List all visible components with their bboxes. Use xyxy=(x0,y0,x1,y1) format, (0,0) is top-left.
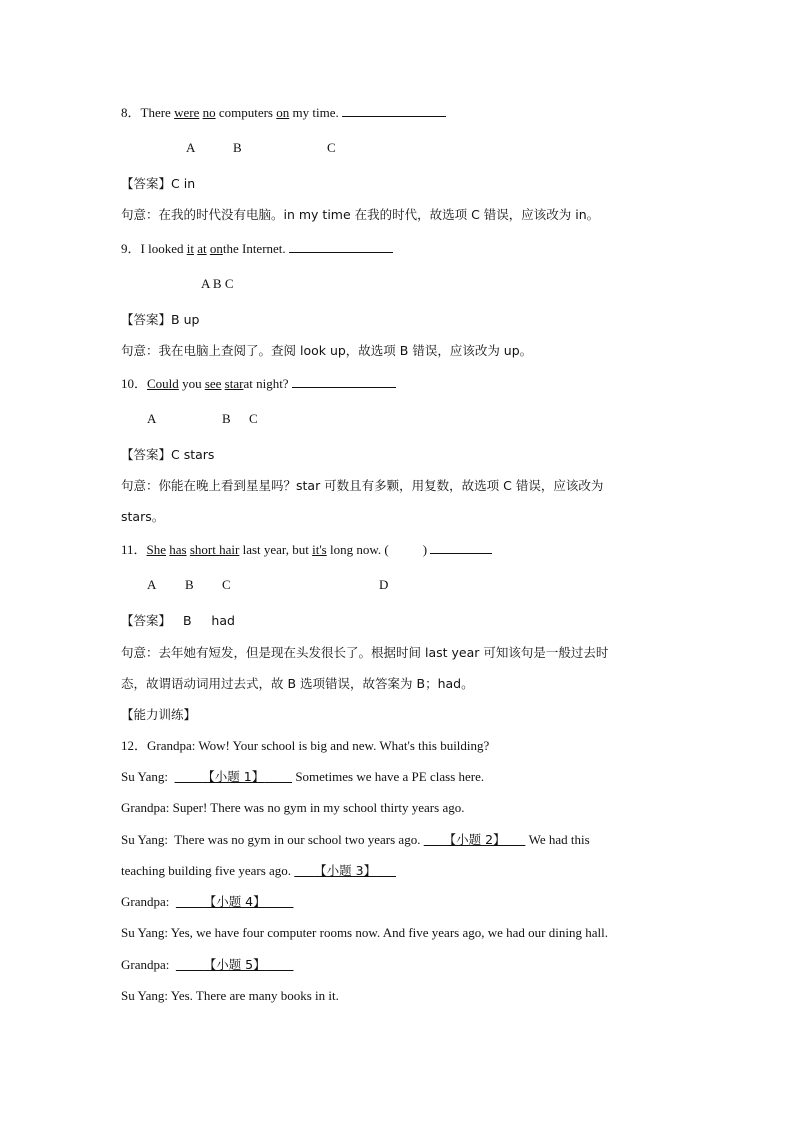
answer-blank[interactable] xyxy=(342,104,446,117)
option-labels: A B C xyxy=(201,276,234,291)
explanation: 句意：我在电脑上查阅了。查阅 look up，故选项 B 错误，应该改为 up。 xyxy=(121,343,533,358)
explanation: 句意：在我的时代没有电脑。in my time 在我的时代，故选项 C 错误，应该改为 in。 xyxy=(121,207,600,222)
sub-question-blank-5[interactable]: 【小题 5】 xyxy=(203,957,266,972)
option-label-a: A xyxy=(147,411,157,426)
option-label-c: C xyxy=(327,140,336,155)
answer-line: 【答案】C stars xyxy=(121,447,215,462)
question-9: 9．I looked it at onthe Internet. xyxy=(121,240,393,257)
option-b-word: see xyxy=(204,376,222,391)
sub-question-blank-3[interactable]: 【小题 3】 xyxy=(314,863,377,878)
answer-blank[interactable] xyxy=(430,541,492,554)
dialogue-line-4: Su Yang: There was no gym in our school two years ago. 【小题 2】 We had this xyxy=(121,832,590,847)
option-b-word: no xyxy=(202,105,216,120)
option-label-c: C xyxy=(249,411,258,426)
answer-blank[interactable] xyxy=(292,375,396,388)
answer-line: 【答案】B up xyxy=(121,312,200,327)
sub-question-blank-4[interactable]: 【小题 4】 xyxy=(203,894,266,909)
explanation: 句意：去年她有短发，但是现在头发很长了。根据时间 last year 可知该句是一般过去时 xyxy=(121,645,609,660)
option-c-word: star xyxy=(224,376,244,391)
question-12-line-1: 12．Grandpa: Wow! Your school is big and new. What's this building? xyxy=(121,738,490,753)
question-10: 10．Could you see starat night? xyxy=(121,375,396,392)
dialogue-line-6: Grandpa: 【小题 4】 xyxy=(121,894,293,910)
dialogue-line-8: Grandpa: 【小题 5】 xyxy=(121,957,293,973)
option-label-b: B xyxy=(233,140,242,155)
dialogue-line-9: Su Yang: Yes. There are many books in it. xyxy=(121,988,339,1003)
dialogue-line-5: teaching building five years ago. 【小题 3】 xyxy=(121,863,396,879)
explanation: 句意：你能在晚上看到星星吗？star 可数且有多颗，用复数，故选项 C 错误，应该改为 xyxy=(121,478,604,493)
option-a-word: Could xyxy=(147,376,179,391)
option-label-b: B xyxy=(222,411,231,426)
dialogue-line-2: Su Yang: 【小题 1】 Sometimes we have a PE class here. xyxy=(121,769,485,784)
section-heading: 【能力训练】 xyxy=(121,707,197,722)
answer-line: 【答案】C in xyxy=(121,176,196,191)
option-a-word: She xyxy=(146,542,167,557)
explanation-continued: stars。 xyxy=(121,509,165,524)
question-8: 8．There were no computers on my time. xyxy=(121,104,446,121)
explanation-continued: 态，故谓语动词用过去式，故 B 选项错误，故答案为 B；had。 xyxy=(121,676,474,691)
option-c-word: on xyxy=(276,105,290,120)
option-label-a: A xyxy=(186,140,196,155)
answer-blank[interactable] xyxy=(289,240,393,253)
option-a-word: it xyxy=(186,241,194,256)
option-b-word: at xyxy=(197,241,207,256)
option-d-word: it's xyxy=(312,542,327,557)
answer-line: 【答案】 B had xyxy=(121,613,235,628)
dialogue-line-7: Su Yang: Yes, we have four computer rooms now. And five years ago, we had our dining hall. xyxy=(121,925,608,940)
option-label-c: C xyxy=(222,577,231,592)
option-c-word: on xyxy=(209,241,223,256)
option-label-b: B xyxy=(185,577,194,592)
sub-question-blank-2[interactable]: 【小题 2】 xyxy=(443,832,506,847)
dialogue-line-3: Grandpa: Super! There was no gym in my school thirty years ago. xyxy=(121,800,465,815)
sub-question-blank-1[interactable]: 【小题 1】 xyxy=(202,769,265,784)
option-c-word: short hair xyxy=(189,542,240,557)
option-label-d: D xyxy=(379,577,389,592)
option-a-word: were xyxy=(174,105,200,120)
option-label-a: A xyxy=(147,577,157,592)
option-b-word: has xyxy=(169,542,187,557)
question-11: 11．She has short hair last year, but it's long now. ( ) xyxy=(121,541,492,558)
